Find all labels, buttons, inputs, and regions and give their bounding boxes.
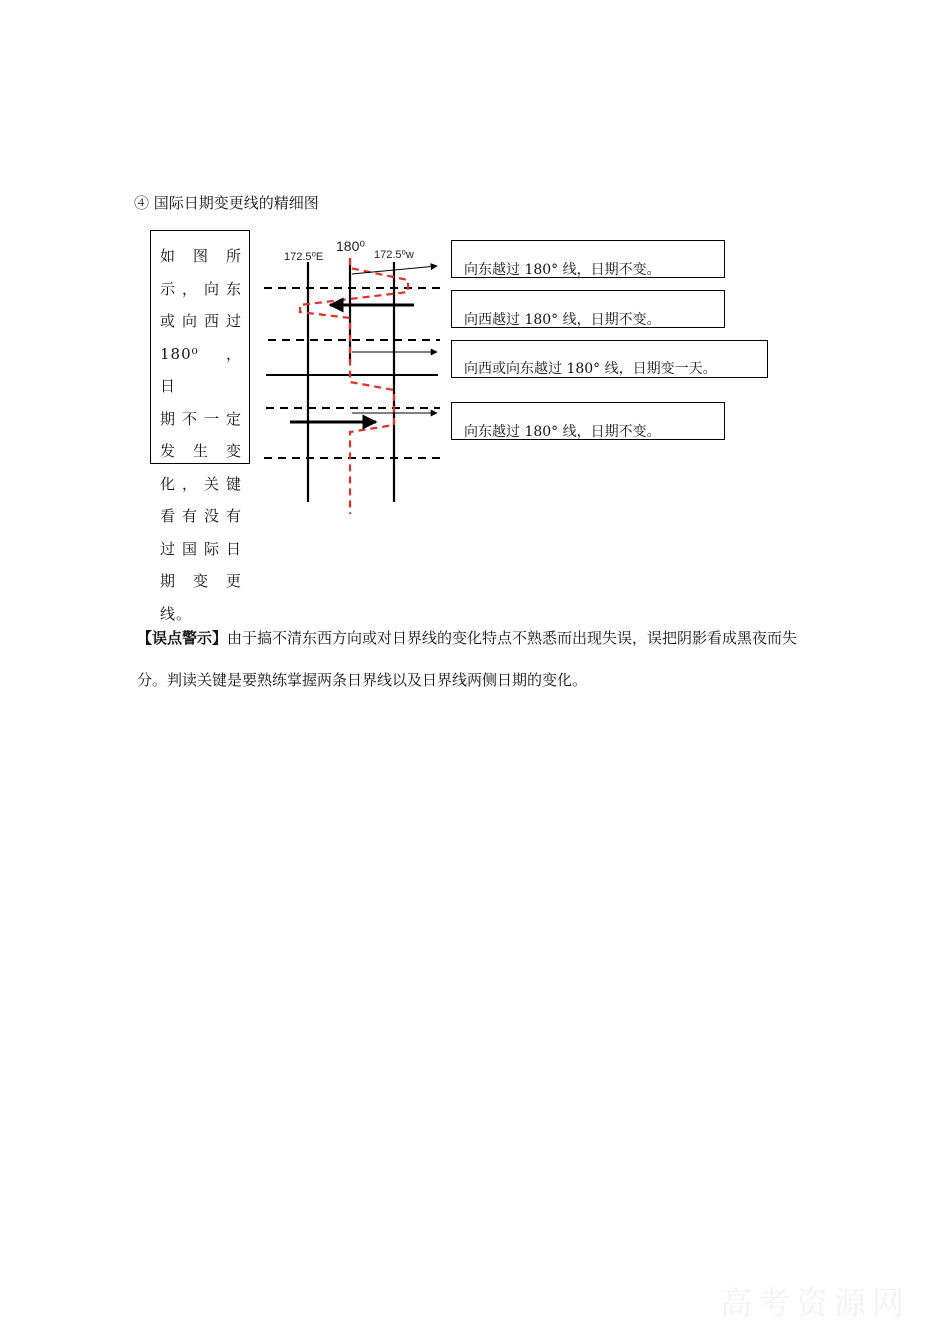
watermark: 高考资源网 — [719, 1284, 910, 1322]
explanation-text-1: 向东越过 180° 线，日期不变。 — [464, 262, 661, 278]
explanation-text-2: 向西越过 180° 线，日期不变。 — [464, 312, 661, 328]
warning-paragraph — [137, 617, 827, 701]
side-note-line: 看有没有 — [160, 507, 242, 525]
section-heading: ④ 国际日期变更线的精细图 — [134, 194, 319, 212]
side-note-line: 线。 — [160, 604, 193, 623]
explanation-text-3: 向西或向东越过 180° 线，日期变一天。 — [464, 361, 717, 377]
warning-text: 由于搞不清东西方向或对日界线的变化特点不熟悉而出现失误，误把阴影看成黑夜而失分。判读关键是要熟练掌握两条日界线以及日界线两侧日期的变化。 — [137, 629, 798, 689]
label-172-5-w: 172.5⁰w — [374, 249, 414, 261]
side-note-line: 期 变 更 — [160, 572, 242, 590]
warning-title: 【误点警示】 — [137, 629, 228, 647]
side-note-line: 发 生 变 — [160, 442, 242, 460]
explanation-text-4: 向东越过 180° 线，日期不变。 — [464, 424, 661, 440]
side-note-line: 化，关键 — [160, 474, 242, 493]
label-180: 180⁰ — [336, 238, 365, 254]
side-note-line: 过国际日 — [160, 539, 242, 558]
international-date-line — [300, 258, 408, 514]
label-172-5-e: 172.5⁰E — [284, 251, 324, 263]
side-note-line: 示，向东 — [160, 279, 242, 298]
side-note-line: 180⁰ ， 日 — [160, 344, 242, 395]
side-note-line: 或向西过 — [160, 312, 242, 330]
side-note-line: 如 图 所 — [160, 247, 242, 265]
side-note-line: 期不一定 — [160, 409, 242, 428]
